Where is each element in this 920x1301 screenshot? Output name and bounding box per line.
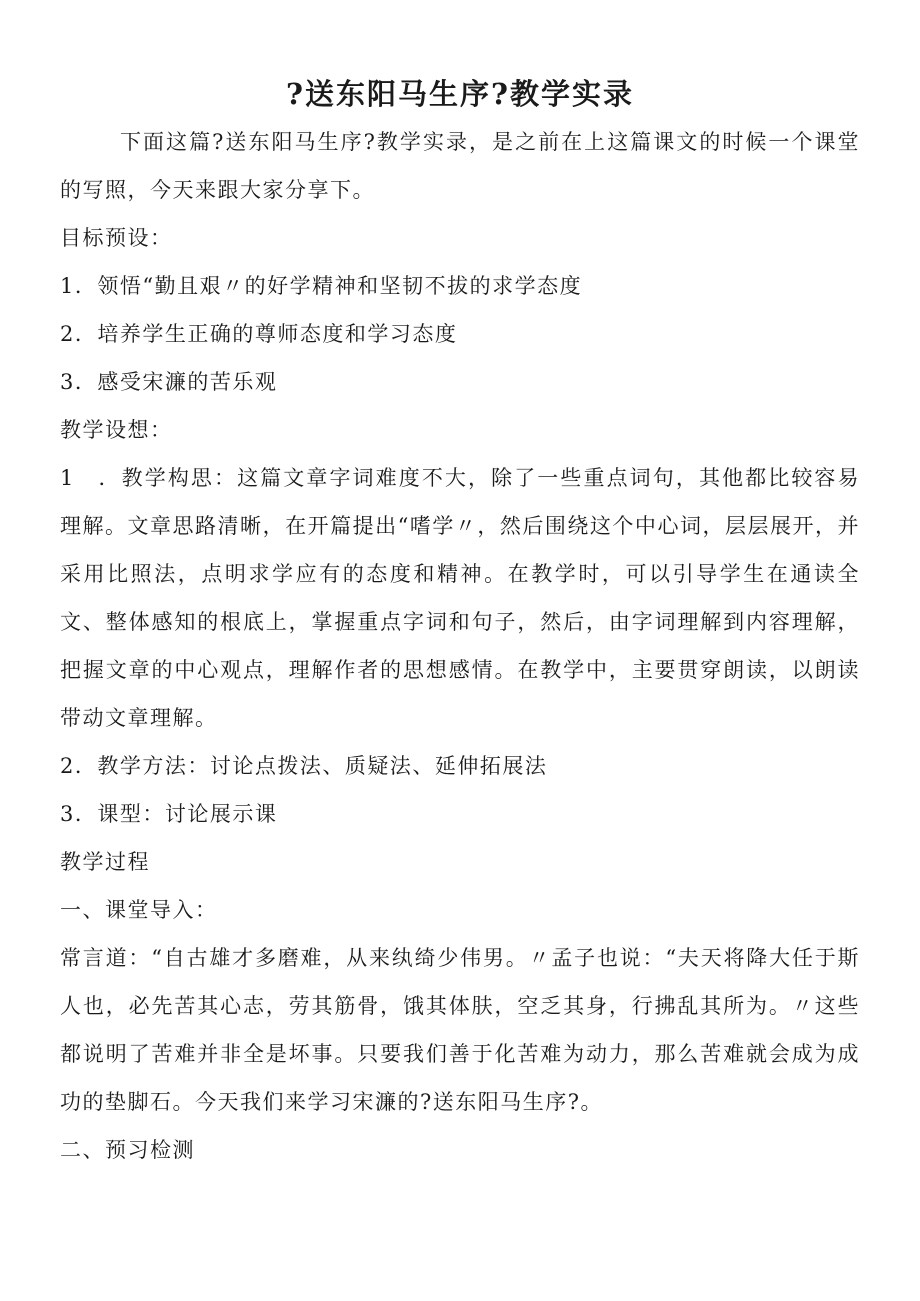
document-title: ?送东阳马生序?教学实录	[286, 77, 634, 111]
goals-heading: 目标预设：	[60, 226, 173, 250]
section-1-body: 常言道：“自古雄才多磨难，从来纨绮少伟男。〃孟子也说：“夫天将降大任于斯人也，必先苦其心志，劳其筋骨，饿其体肤，空乏其身，行拂乱其所为。〃这些都说明了苦难并非全是坏事。只要我们善于化苦难为动力，那么苦难就会成为成功的垫脚石。今天我们来学习宋濂的?送东阳马生序?。	[60, 946, 860, 1114]
design-heading: 教学设想：	[60, 418, 173, 442]
process-heading: 教学过程	[60, 850, 150, 874]
section-1-heading: 一、课堂导入：	[60, 898, 218, 922]
section-2-heading: 二、预习检测	[60, 1138, 195, 1162]
goal-item-2: 2．培养学生正确的尊师态度和学习态度	[60, 322, 458, 346]
design-item-1: 1 ．教学构思：这篇文章字词难度不大，除了一些重点词句，其他都比较容易理解。文章思路清晰，在开篇提出“嗜学〃，然后围绕这个中心词，层层展开，并采用比照法，点明求学应有的态度和精神。在教学时，可以引导学生在通读全文、整体感知的根底上，掌握重点字词和句子，然后，由字词理解到内容理解，把握文章的中心观点，理解作者的思想感情。在教学中，主要贯穿朗读，以朗读带动文章理解。	[60, 466, 860, 730]
design-item-2: 2．教学方法：讨论点拨法、质疑法、延伸拓展法	[60, 754, 548, 778]
goal-item-3: 3．感受宋濂的苦乐观	[60, 370, 278, 394]
goal-item-1: 1．领悟“勤且艰〃的好学精神和坚韧不拔的求学态度	[60, 274, 583, 298]
design-item-3: 3．课型：讨论展示课	[60, 802, 278, 826]
intro-paragraph: 下面这篇?送东阳马生序?教学实录，是之前在上这篇课文的时候一个课堂的写照，今天来跟大家分享下。	[60, 130, 860, 202]
